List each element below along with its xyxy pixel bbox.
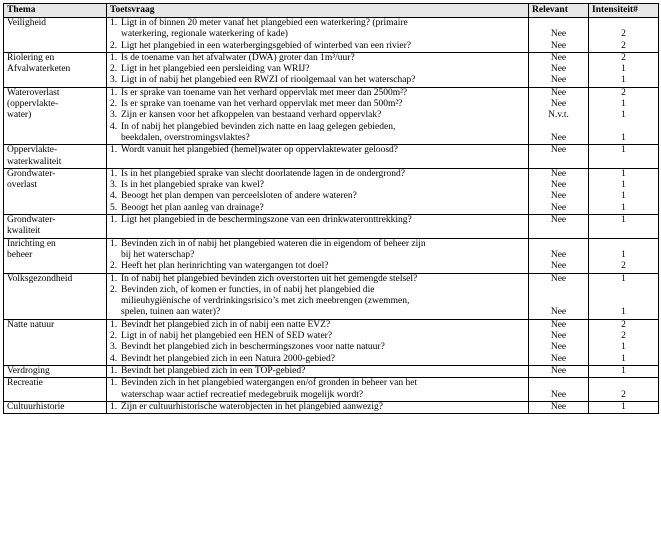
intensity-value: 1 bbox=[621, 145, 626, 156]
table-row bbox=[4, 145, 659, 169]
question-number: 1. bbox=[110, 52, 118, 63]
relevant-value: Nee bbox=[550, 331, 567, 342]
header-toetsvraag: Toetsvraag bbox=[107, 4, 529, 18]
intensity-value: 1 bbox=[621, 168, 626, 179]
intensity-value: 2 bbox=[621, 331, 626, 342]
relevant-cell bbox=[529, 401, 589, 413]
question-text bbox=[121, 261, 525, 272]
intensity-value: 2 bbox=[621, 261, 626, 272]
thema-line: (oppervlakte- bbox=[7, 99, 59, 110]
question-item bbox=[110, 145, 525, 156]
question-item bbox=[110, 285, 525, 319]
question-line: Bevindt het plangebied zich in een TOP-gebied? bbox=[121, 365, 306, 376]
thema-line: Grondwater- bbox=[7, 215, 56, 226]
intensity-value: 2 bbox=[621, 29, 626, 40]
question-number: 1. bbox=[110, 215, 118, 226]
toetsvraag-cell bbox=[107, 238, 529, 273]
relevant-value: Nee bbox=[550, 342, 567, 353]
question-line: Ligt het plangebied in een waterbergingsgebied of winterbed van een rivier? bbox=[121, 40, 411, 51]
relevant-cell bbox=[529, 365, 589, 377]
thema-line: Inrichting en bbox=[7, 238, 56, 249]
question-line: beekdalen, overstromingsvlaktes? bbox=[121, 132, 250, 143]
question-text bbox=[121, 203, 525, 214]
toetsvraag-cell bbox=[107, 215, 529, 239]
question-item bbox=[110, 261, 525, 272]
spacer bbox=[592, 378, 655, 389]
intensity-value: 1 bbox=[621, 215, 626, 226]
spacer bbox=[532, 239, 585, 250]
question-line: Ligt het plangebied in de beschermingszone van een drinkwateronttrekking? bbox=[121, 215, 412, 226]
spacer bbox=[592, 122, 655, 133]
thema-cell bbox=[4, 52, 107, 87]
toetsvragen-table bbox=[3, 3, 659, 414]
question-text bbox=[121, 285, 525, 319]
question-number: 4. bbox=[110, 121, 118, 132]
intensity-value: 1 bbox=[621, 75, 626, 86]
question-number: 2. bbox=[110, 261, 118, 272]
question-text bbox=[121, 110, 525, 121]
relevant-value: Nee bbox=[550, 401, 567, 412]
question-line: Bevinden zich in het plangebied watergangen en/of gronden in beheer van het bbox=[121, 378, 418, 389]
thema-line: Veiligheid bbox=[7, 18, 47, 28]
relevant-value: Nee bbox=[550, 99, 567, 110]
question-number: 1. bbox=[110, 238, 118, 249]
question-text bbox=[121, 215, 525, 226]
question-line: Ligt in of nabij het plangebied een HEN of SED water? bbox=[121, 331, 333, 342]
question-number: 2. bbox=[110, 99, 118, 110]
question-line: Bevinden zich in of nabij het plangebied wateren die in eigendom of beheer zijn bbox=[121, 238, 426, 249]
relevant-value: Nee bbox=[550, 249, 567, 260]
question-number: 1. bbox=[110, 168, 118, 179]
question-number: 4. bbox=[110, 353, 118, 364]
question-number: 3. bbox=[110, 180, 118, 191]
question-line: spelen, tuinen aan water)? bbox=[121, 307, 221, 318]
relevant-value: Nee bbox=[550, 273, 567, 284]
thema-line: overlast bbox=[7, 180, 38, 191]
intensity-value: 1 bbox=[621, 110, 626, 121]
relevant-cell bbox=[529, 145, 589, 169]
question-text bbox=[121, 64, 525, 75]
thema-line: Wateroverlast bbox=[7, 87, 60, 98]
question-text bbox=[121, 366, 525, 377]
intensiteit-cell bbox=[589, 87, 659, 144]
relevant-value: Nee bbox=[550, 145, 567, 156]
toetsvraag-cell bbox=[107, 18, 529, 53]
thema-line: Natte natuur bbox=[7, 319, 55, 330]
question-number: 2. bbox=[110, 64, 118, 75]
question-line: waterschap waar actief recreatief medegebruik mogelijk wordt? bbox=[121, 389, 364, 400]
question-number: 1. bbox=[110, 145, 118, 156]
thema-line: waterkwaliteit bbox=[7, 156, 62, 167]
intensiteit-cell bbox=[589, 273, 659, 319]
question-line: waterkering, regionale waterkering of kade) bbox=[121, 29, 288, 40]
toetsvraag-cell bbox=[107, 168, 529, 214]
intensity-value: 2 bbox=[621, 389, 626, 400]
intensity-value: 1 bbox=[621, 99, 626, 110]
header-row bbox=[4, 4, 659, 18]
question-text bbox=[121, 180, 525, 191]
question-number: 1. bbox=[110, 378, 118, 389]
question-text bbox=[121, 331, 525, 342]
relevant-value: Nee bbox=[550, 180, 567, 191]
table-row bbox=[4, 378, 659, 402]
question-number: 5. bbox=[110, 202, 118, 213]
question-text bbox=[121, 239, 525, 262]
thema-cell bbox=[4, 145, 107, 169]
toetsvraag-cell bbox=[107, 52, 529, 87]
header-intensiteit: Intensiteit# bbox=[589, 4, 659, 18]
relevant-value: Nee bbox=[550, 40, 567, 51]
question-item bbox=[110, 378, 525, 401]
question-number: 1. bbox=[110, 401, 118, 412]
relevant-value: Nee bbox=[550, 132, 567, 143]
intensity-value: 1 bbox=[621, 273, 626, 284]
question-item bbox=[110, 366, 525, 377]
question-item bbox=[110, 203, 525, 214]
question-item bbox=[110, 110, 525, 121]
question-item bbox=[110, 169, 525, 180]
question-item bbox=[110, 41, 525, 52]
toetsvraag-cell bbox=[107, 378, 529, 402]
intensiteit-cell bbox=[589, 238, 659, 273]
question-text bbox=[121, 354, 525, 365]
intensiteit-cell bbox=[589, 215, 659, 239]
intensity-value: 2 bbox=[621, 87, 626, 98]
toetsvragen-document bbox=[3, 3, 658, 414]
question-text bbox=[121, 41, 525, 52]
spacer bbox=[592, 239, 655, 250]
spacer bbox=[592, 18, 655, 29]
toetsvraag-cell bbox=[107, 273, 529, 319]
intensiteit-cell bbox=[589, 18, 659, 53]
intensiteit-cell bbox=[589, 168, 659, 214]
question-number: 2. bbox=[110, 40, 118, 51]
question-line: Ligt in of binnen 20 meter vanaf het plangebied een waterkering? (primaire bbox=[121, 18, 408, 28]
relevant-cell bbox=[529, 87, 589, 144]
thema-line: water) bbox=[7, 110, 32, 121]
intensiteit-cell bbox=[589, 378, 659, 402]
question-line: Bevinden zich, of komen er functies, in of nabij het plangebied die bbox=[121, 284, 375, 295]
relevant-cell bbox=[529, 273, 589, 319]
thema-line: Afvalwaterketen bbox=[7, 64, 71, 75]
question-line: Zijn er cultuurhistorische waterobjecten in het plangebied aanwezig? bbox=[121, 401, 383, 412]
relevant-value: Nee bbox=[550, 75, 567, 86]
relevant-cell bbox=[529, 215, 589, 239]
question-number: 3. bbox=[110, 75, 118, 86]
relevant-cell bbox=[529, 238, 589, 273]
spacer bbox=[592, 296, 655, 307]
spacer bbox=[592, 285, 655, 296]
intensity-value: 2 bbox=[621, 40, 626, 51]
thema-line: beheer bbox=[7, 249, 33, 260]
thema-line: Recreatie bbox=[7, 378, 43, 389]
spacer bbox=[532, 285, 585, 296]
question-text bbox=[121, 145, 525, 156]
relevant-value: Nee bbox=[550, 365, 567, 376]
thema-line: Oppervlakte- bbox=[7, 145, 58, 156]
thema-cell bbox=[4, 378, 107, 402]
table-body bbox=[4, 18, 659, 414]
question-item bbox=[110, 320, 525, 331]
question-number: 4. bbox=[110, 191, 118, 202]
toetsvraag-cell bbox=[107, 145, 529, 169]
question-line: Bevindt het plangebied zich in beschermingszones voor natte natuur? bbox=[121, 342, 385, 353]
question-item bbox=[110, 239, 525, 262]
question-item bbox=[110, 18, 525, 41]
thema-cell bbox=[4, 215, 107, 239]
relevant-value: Nee bbox=[550, 52, 567, 63]
intensity-value: 1 bbox=[621, 64, 626, 75]
table-row bbox=[4, 365, 659, 377]
relevant-value: Nee bbox=[550, 202, 567, 213]
intensity-value: 1 bbox=[621, 202, 626, 213]
question-number: 3. bbox=[110, 110, 118, 121]
table-row bbox=[4, 238, 659, 273]
question-line: bij het waterschap? bbox=[121, 249, 195, 260]
intensiteit-cell bbox=[589, 145, 659, 169]
question-text bbox=[121, 378, 525, 401]
thema-line: Riolering en bbox=[7, 52, 55, 63]
question-text bbox=[121, 88, 525, 99]
relevant-value: N.v.t. bbox=[548, 110, 569, 121]
question-item bbox=[110, 342, 525, 353]
spacer bbox=[532, 296, 585, 307]
relevant-cell bbox=[529, 319, 589, 365]
thema-cell bbox=[4, 238, 107, 273]
table-row bbox=[4, 401, 659, 413]
question-item bbox=[110, 88, 525, 99]
relevant-value: Nee bbox=[550, 307, 567, 318]
intensity-value: 2 bbox=[621, 52, 626, 63]
question-line: Ligt in of nabij het plangebied een RWZI of rioolgemaal van het waterschap? bbox=[121, 75, 416, 86]
question-number: 1. bbox=[110, 87, 118, 98]
relevant-value: Nee bbox=[550, 168, 567, 179]
question-item bbox=[110, 215, 525, 226]
question-text bbox=[121, 75, 525, 86]
relevant-value: Nee bbox=[550, 191, 567, 202]
question-text bbox=[121, 402, 525, 413]
thema-cell bbox=[4, 365, 107, 377]
relevant-value: Nee bbox=[550, 29, 567, 40]
thema-cell bbox=[4, 87, 107, 144]
question-text bbox=[121, 18, 525, 41]
question-number: 2. bbox=[110, 331, 118, 342]
thema-line: kwaliteit bbox=[7, 226, 41, 237]
intensity-value: 1 bbox=[621, 342, 626, 353]
relevant-cell bbox=[529, 18, 589, 53]
intensiteit-cell bbox=[589, 319, 659, 365]
question-number: 1. bbox=[110, 18, 118, 28]
intensity-value: 1 bbox=[621, 132, 626, 143]
intensity-value: 2 bbox=[621, 319, 626, 330]
relevant-value: Nee bbox=[550, 87, 567, 98]
question-line: Is er sprake van toename van het verhard oppervlak met meer dan 500m²? bbox=[121, 99, 403, 110]
question-line: In of nabij het plangebied bevinden zich overstorten uit het gemengde stelsel? bbox=[121, 273, 418, 284]
question-line: Heeft het plan herinrichting van watergangen tot doel? bbox=[121, 261, 329, 272]
relevant-value: Nee bbox=[550, 319, 567, 330]
toetsvraag-cell bbox=[107, 365, 529, 377]
thema-cell bbox=[4, 18, 107, 53]
question-text bbox=[121, 342, 525, 353]
toetsvraag-cell bbox=[107, 401, 529, 413]
question-item bbox=[110, 354, 525, 365]
question-item bbox=[110, 274, 525, 285]
question-number: 3. bbox=[110, 342, 118, 353]
relevant-cell bbox=[529, 52, 589, 87]
table-row bbox=[4, 215, 659, 239]
question-item bbox=[110, 402, 525, 413]
intensity-value: 1 bbox=[621, 353, 626, 364]
question-line: In of nabij het plangebied bevinden zich natte en laag gelegen gebieden, bbox=[121, 121, 396, 132]
question-text bbox=[121, 169, 525, 180]
thema-cell bbox=[4, 319, 107, 365]
spacer bbox=[532, 122, 585, 133]
table-row bbox=[4, 273, 659, 319]
intensiteit-cell bbox=[589, 52, 659, 87]
question-item bbox=[110, 75, 525, 86]
thema-line: Cultuurhistorie bbox=[7, 401, 65, 412]
toetsvraag-cell bbox=[107, 319, 529, 365]
relevant-value: Nee bbox=[550, 353, 567, 364]
thema-cell bbox=[4, 401, 107, 413]
relevant-cell bbox=[529, 168, 589, 214]
relevant-value: Nee bbox=[550, 215, 567, 226]
question-text bbox=[121, 191, 525, 202]
question-line: Beoogt het plan aanleg van drainage? bbox=[121, 202, 264, 213]
table-row bbox=[4, 319, 659, 365]
spacer bbox=[532, 18, 585, 29]
header-thema: Thema bbox=[4, 4, 107, 18]
relevant-cell bbox=[529, 378, 589, 402]
thema-line: Verdroging bbox=[7, 365, 50, 376]
question-number: 2. bbox=[110, 284, 118, 295]
question-text bbox=[121, 320, 525, 331]
header-relevant: Relevant bbox=[529, 4, 589, 18]
question-item bbox=[110, 331, 525, 342]
thema-cell bbox=[4, 168, 107, 214]
question-line: Is in het plangebied sprake van kwel? bbox=[121, 180, 264, 191]
intensity-value: 1 bbox=[621, 307, 626, 318]
intensity-value: 1 bbox=[621, 249, 626, 260]
spacer bbox=[532, 378, 585, 389]
thema-line: Volksgezondheid bbox=[7, 273, 73, 284]
question-line: Is er sprake van toename van het verhard oppervlak met meer dan 2500m²? bbox=[121, 87, 408, 98]
question-number: 1. bbox=[110, 273, 118, 284]
thema-cell bbox=[4, 273, 107, 319]
toetsvraag-cell bbox=[107, 87, 529, 144]
question-item bbox=[110, 191, 525, 202]
intensity-value: 1 bbox=[621, 191, 626, 202]
relevant-value: Nee bbox=[550, 64, 567, 75]
question-text bbox=[121, 99, 525, 110]
intensity-value: 1 bbox=[621, 401, 626, 412]
question-line: Is in het plangebied sprake van slecht doorlatende lagen in de ondergrond? bbox=[121, 168, 405, 179]
question-number: 1. bbox=[110, 365, 118, 376]
question-text bbox=[121, 274, 525, 285]
question-text bbox=[121, 122, 525, 145]
question-item bbox=[110, 64, 525, 75]
question-line: Beoogt het plan dempen van perceelsloten of andere wateren? bbox=[121, 191, 357, 202]
relevant-value: Nee bbox=[550, 389, 567, 400]
question-item bbox=[110, 53, 525, 64]
question-text bbox=[121, 53, 525, 64]
question-item bbox=[110, 99, 525, 110]
table-row bbox=[4, 18, 659, 53]
question-item bbox=[110, 180, 525, 191]
intensity-value: 1 bbox=[621, 365, 626, 376]
question-number: 1. bbox=[110, 319, 118, 330]
intensity-value: 1 bbox=[621, 180, 626, 191]
question-line: milieuhygiënische of verdrinkingsrisico’s met zich meebrengen (zwemmen, bbox=[121, 296, 410, 307]
intensiteit-cell bbox=[589, 401, 659, 413]
question-line: Ligt in het plangebied een persleiding van WRIJ? bbox=[121, 64, 310, 75]
question-line: Is de toename van het afvalwater (DWA) groter dan 1m³/uur? bbox=[121, 52, 355, 63]
table-row bbox=[4, 168, 659, 214]
table-row bbox=[4, 87, 659, 144]
table-row bbox=[4, 52, 659, 87]
relevant-value: Nee bbox=[550, 261, 567, 272]
question-line: Bevindt het plangebied zich in of nabij een natte EVZ? bbox=[121, 319, 331, 330]
question-line: Wordt vanuit het plangebied (hemel)water op oppervlaktewater geloosd? bbox=[121, 145, 399, 156]
thema-line: Grondwater- bbox=[7, 168, 56, 179]
question-line: Zijn er kansen voor het afkoppelen van bestaand verhard oppervlak? bbox=[121, 110, 382, 121]
question-line: Bevindt het plangebied zich in een Natura 2000-gebied? bbox=[121, 353, 335, 364]
question-item bbox=[110, 122, 525, 145]
intensiteit-cell bbox=[589, 365, 659, 377]
